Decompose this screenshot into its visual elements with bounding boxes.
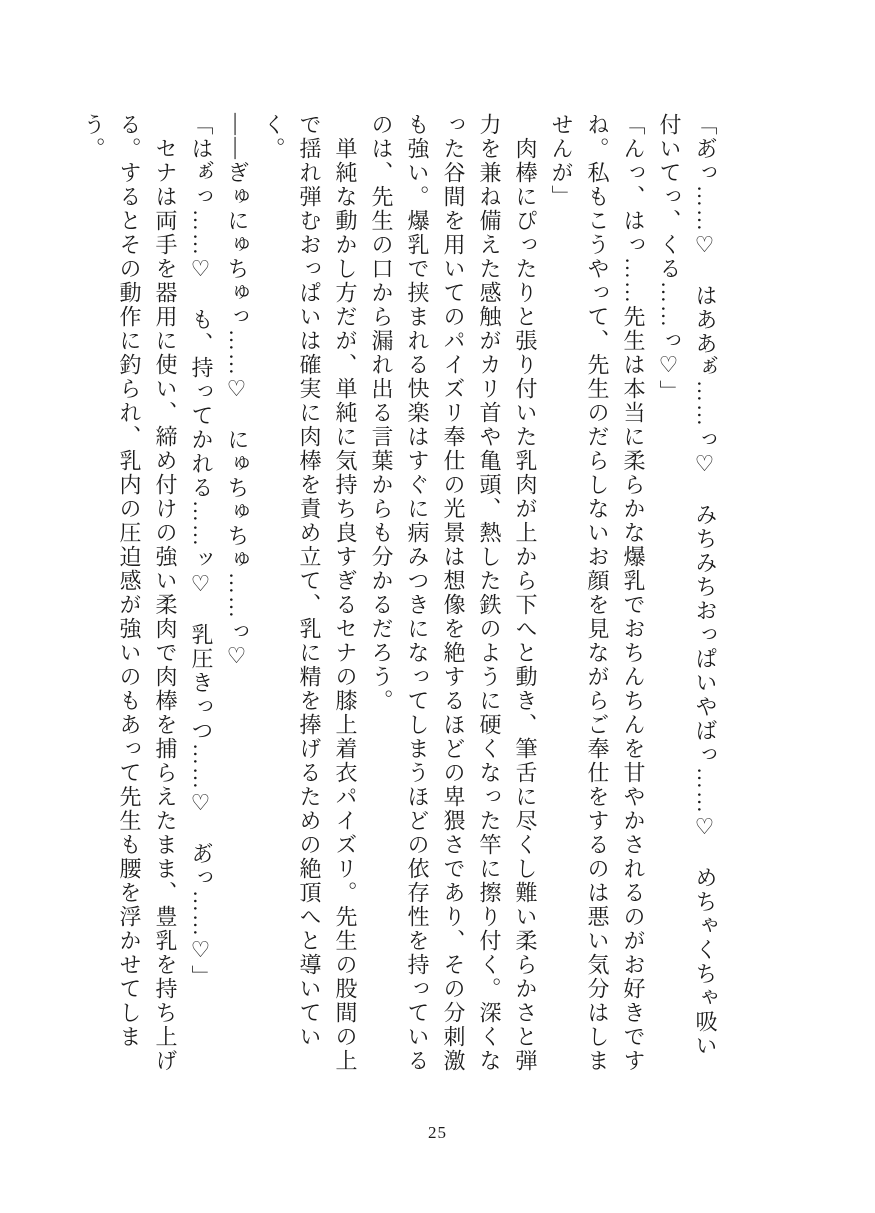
paragraph-dialogue-2: 「んっ、はっ……先生は本当に柔らかな爆乳でおちんちんを甘やかされるのがお好きですね。私もこうやって、先生のだらしないお顔を見ながらご奉仕をするのは悪い気分はしませんが」: [549, 113, 646, 1073]
paragraph-narration-1: 肉棒にぴったりと張り付いた乳肉が上から下へと動き、筆舌に尽くし難い柔らかさと弾力を兼ね備えた感触がカリ首や亀頭、熱した鉄のように硬くなった竿に擦り付く。深くなった谷間を用いてのパイズリ奉仕の光景は想像を絶するほどの卑猥さであり、その分刺激も強い。爆乳で挟まれる快楽はすぐに病みつきになってしまうほどの依存性を持っているのは、先生の口から漏れ出る言葉からも分かるだろう。: [369, 113, 538, 1073]
paragraph-narration-3: セナは両手を器用に使い、締め付けの強い柔肉で肉棒を捕らえたまま、豊乳を持ち上げる。するとその動作に釣られ、乳内の圧迫感が強いのもあって先生も腰を浮かせてしまう。: [81, 113, 178, 1073]
paragraph-narration-2: 単純な動かし方だが、単純に気持ち良すぎるセナの膝上着衣パイズリ。先生の股間の上で揺れ弾むおっぱいは確実に肉棒を責め立て、乳に精を捧げるための絶頂へと導いていく。: [261, 113, 358, 1073]
vertical-text-block: [81, 113, 723, 1079]
paragraph-sound-effect: ――ぎゅにゅちゅっ……♡ にゅちゅちゅ……っ♡: [225, 113, 250, 671]
paragraph-dialogue-1: 「あ゙っ……♡ はああぁ゙……っ♡ みちみちおっぱいやばっ……♡ めちゃくちゃ吸い付いてっ、くる……っ♡」: [657, 113, 718, 1058]
page-number: 25: [428, 1123, 447, 1142]
paragraph-dialogue-3: 「はぁ゙っ……♡ も、持ってかれる……ッ♡ 乳圧きっつ……♡ あ゙っ……♡」: [189, 113, 214, 989]
